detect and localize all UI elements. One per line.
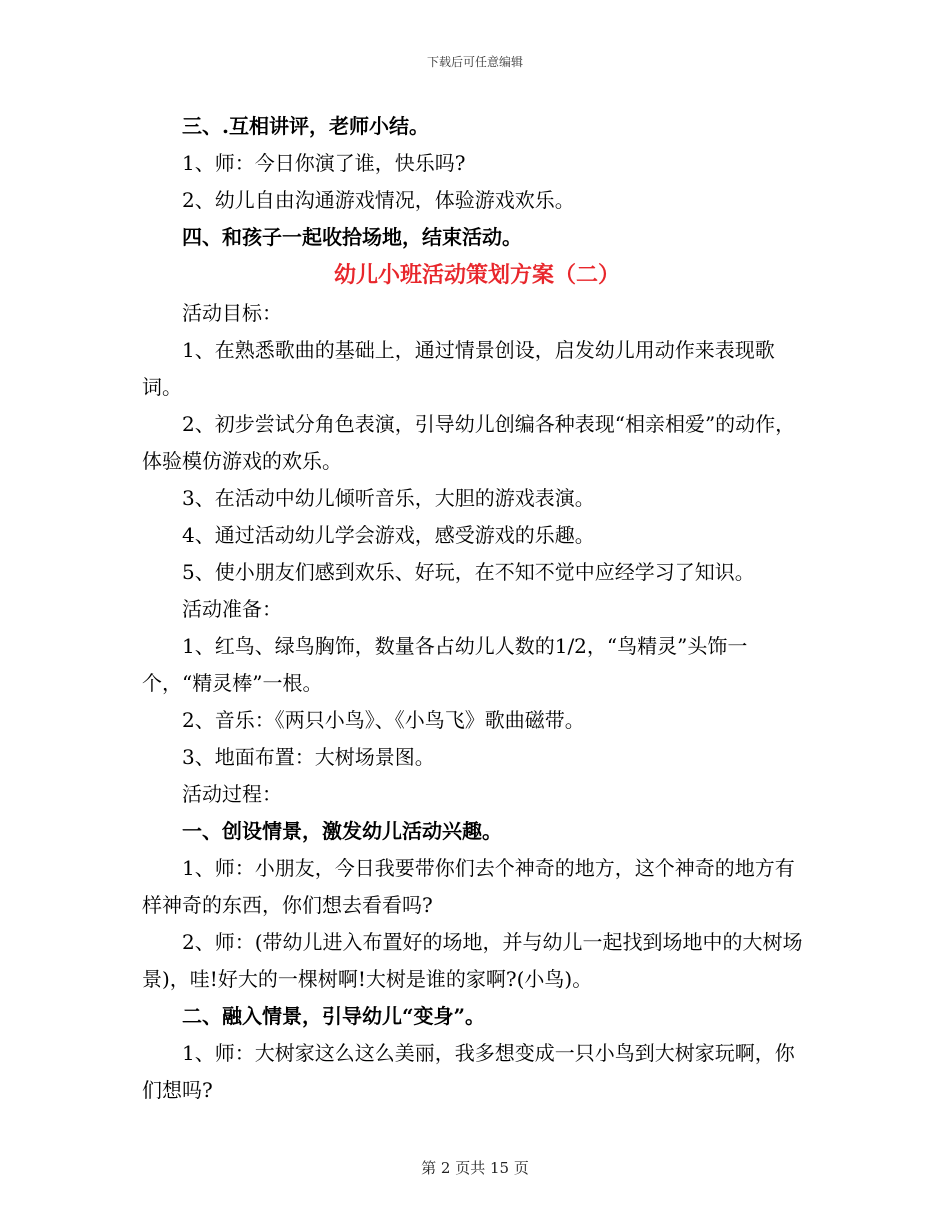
prep-item-1: 1、红鸟、绿鸟胸饰，数量各占幼儿人数的1/2，“鸟精灵”头饰一个，“精灵棒”一根。 (142, 634, 748, 695)
process-item-1: 1、师：小朋友，今日我要带你们去个神奇的地方，这个神奇的地方有样神奇的东西，你们想去看看吗? (142, 856, 795, 917)
process-item-2: 2、师：(带幼儿进入布置好的场地，并与幼儿一起找到场地中的大树场景)，哇!好大的一棵树啊!大树是谁的家啊?(小鸟)。 (142, 930, 803, 991)
section-heading-4: 四、和孩子一起收拾场地，结束活动。 (182, 225, 522, 249)
section-heading-3: 三、.互相讲评，老师小结。 (182, 114, 429, 138)
process-item-3: 1、师：大树家这么这么美丽，我多想变成一只小鸟到大树家玩啊，你们想吗? (142, 1041, 795, 1102)
page-footer: 第 2 页共 15 页 (421, 1159, 529, 1177)
goal-item-3: 3、在活动中幼儿倾听音乐，大胆的游戏表演。 (182, 486, 595, 510)
document-title: 幼儿小班活动策划方案（二） (333, 262, 620, 288)
paragraph: 1、师：今日你演了谁，快乐吗? (182, 151, 466, 175)
section-heading-1: 一、创设情景，激发幼儿活动兴趣。 (182, 819, 502, 843)
goal-item-1: 1、在熟悉歌曲的基础上，通过情景创设，启发幼儿用动作来表现歌词。 (142, 338, 775, 399)
label-activity-prep: 活动准备： (182, 597, 282, 621)
document-body (142, 108, 812, 1109)
prep-item-3: 3、地面布置：大树场景图。 (182, 745, 435, 769)
section-heading-2: 二、融入情景，引导幼儿“变身”。 (182, 1004, 486, 1028)
label-activity-process: 活动过程： (182, 782, 282, 806)
goal-item-4: 4、通过活动幼儿学会游戏，感受游戏的乐趣。 (182, 523, 595, 547)
goal-item-2: 2、初步尝试分角色表演，引导幼儿创编各种表现“相亲相爱”的动作，体验模仿游戏的欢乐。 (142, 412, 796, 473)
paragraph: 2、幼儿自由沟通游戏情况，体验游戏欢乐。 (182, 188, 575, 212)
goal-item-5: 5、使小朋友们感到欢乐、好玩，在不知不觉中应经学习了知识。 (182, 560, 755, 584)
page-header: 下载后可任意编辑 (426, 55, 523, 69)
prep-item-2: 2、音乐：《两只小鸟》、《小鸟飞》歌曲磁带。 (182, 708, 585, 732)
label-activity-goals: 活动目标： (182, 301, 282, 325)
